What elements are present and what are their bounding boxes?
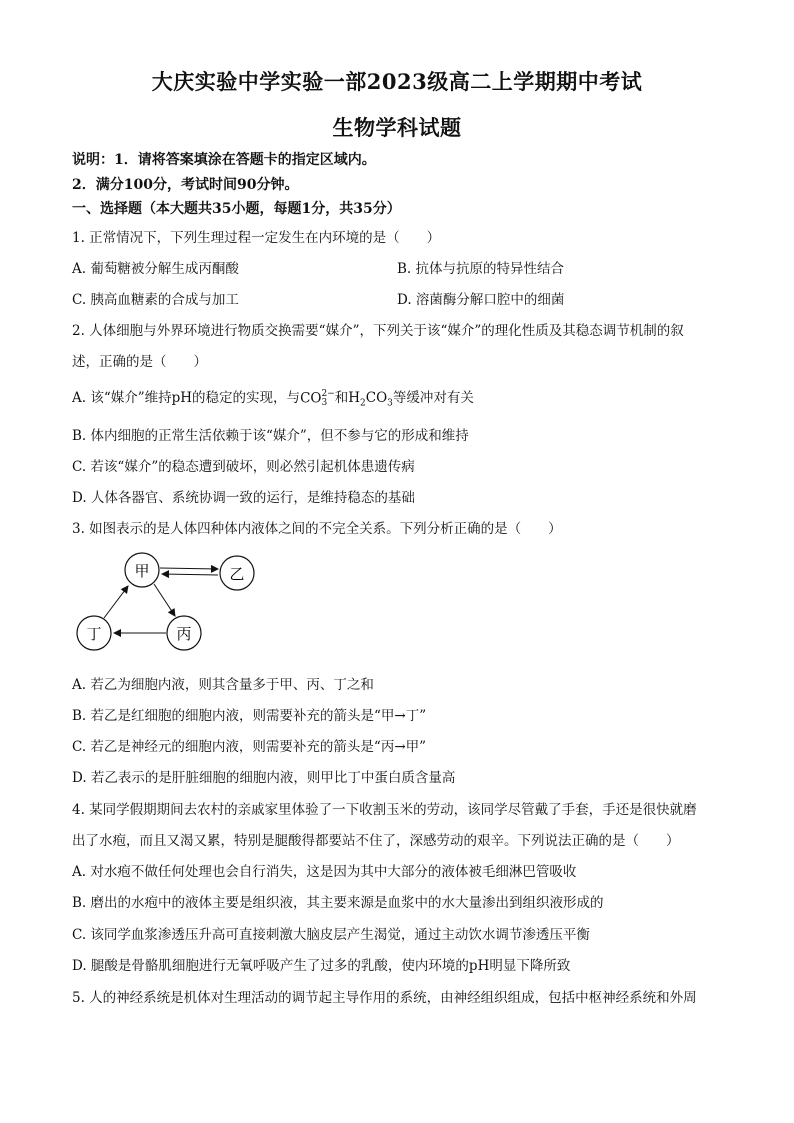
carbonic-acid-sub-o: 3 [387, 398, 393, 409]
q4-stem-line1: 4. 某同学假期期间去农村的亲戚家里体验了一下收割玉米的劳动，该同学尽管戴了手套，手还是很快就磨 [72, 802, 697, 818]
carbonate-co: CO [300, 390, 322, 406]
q2-option-a-and: 和 [334, 390, 349, 406]
q1-option-c: C. 胰高血糖素的合成与加工 [72, 292, 239, 308]
q2-stem-line2: 述，正确的是（ ） [72, 354, 207, 370]
node-yi-label: 乙 [229, 565, 245, 583]
q1-option-d: D. 溶菌酶分解口腔中的细菌 [397, 292, 565, 308]
q3-stem: 3. 如图表示的是人体四种体内液体之间的不完全关系。下列分析正确的是（ ） [72, 521, 562, 537]
q5-stem-line1: 5. 人的神经系统是机体对生理活动的调节起主导作用的系统，由神经组织组成，包括中枢神经系统和外周 [72, 990, 697, 1006]
q4-option-a: A. 对水疱不做任何处理也会自行消失，这是因为其中大部分的液体被毛细淋巴管吸收 [72, 864, 577, 880]
carbonic-acid-sub-h: 2 [360, 398, 366, 409]
carbonic-acid-formula [348, 390, 393, 409]
q3-option-d: D. 若乙表示的是肝脏细胞的细胞内液，则甲比丁中蛋白质含量高 [72, 770, 456, 786]
node-jia-label: 甲 [134, 562, 150, 580]
instruction-line-2: 2．满分100分，考试时间90分钟。 [72, 177, 299, 193]
section-heading: 一、选择题（本大题共35小题，每题1分，共35分） [72, 201, 401, 217]
q4-option-b: B. 磨出的水疱中的液体主要是组织液，其主要来源是血浆中的水大量渗出到组织液形成的 [72, 895, 604, 911]
carbonate-charge: 2− [321, 388, 335, 399]
arrow-yi-to-jia [162, 574, 218, 575]
q2-option-a [72, 386, 474, 409]
arrow-jia-to-yi [160, 568, 218, 569]
q4-option-c: C. 该同学血浆渗透压升高可直接刺激大脑皮层产生渴觉，通过主动饮水调节渗透压平衡 [72, 927, 590, 943]
exam-title: 大庆实验中学实验一部2023级高二上学期期中考试 [151, 69, 643, 94]
q3-option-b: B. 若乙是红细胞的细胞内液，则需要补充的箭头是“甲→丁” [72, 708, 427, 724]
arrow-jia-to-bing [154, 584, 175, 616]
q2-option-a-text-pre: A. 该“媒介”维持pH的稳定的实现，与 [72, 390, 301, 406]
arrow-ding-to-jia [104, 586, 128, 618]
q4-option-d: D. 腿酸是骨骼肌细胞进行无氧呼吸产生了过多的乳酸，使内环境的pH明显下降所致 [72, 958, 571, 974]
q2-stem-line1: 2. 人体细胞与外界环境进行物质交换需要“媒介”，下列关于该“媒介”的理化性质及其稳态调节机制的叙 [72, 323, 684, 339]
node-bing-label: 丙 [176, 625, 192, 643]
q2-option-c: C. 若该“媒介”的稳态遭到破坏，则必然引起机体患遗传病 [72, 459, 415, 475]
carbonic-acid-co: CO [365, 390, 388, 406]
carbonic-acid-h: H [348, 390, 361, 406]
body-fluid-diagram [72, 548, 272, 663]
q2-option-b: B. 体内细胞的正常生活依赖于该“媒介”，但不参与它的形成和维持 [72, 428, 469, 444]
carbonate-subscript: 3 [321, 397, 328, 408]
q2-option-a-text-post: 等缓冲对有关 [392, 390, 474, 406]
q1-option-a: A. 葡萄糖被分解生成丙酮酸 [72, 261, 239, 277]
q1-option-b: B. 抗体与抗原的特异性结合 [397, 261, 565, 277]
instruction-line-1: 说明：1．请将答案填涂在答题卡的指定区域内。 [72, 152, 376, 168]
q4-stem-line2: 出了水疱，而且又渴又累，特别是腿酸得都要站不住了，深感劳动的艰辛。下列说法正确的是（ ） [72, 833, 680, 849]
carbonate-formula [300, 390, 335, 408]
exam-subtitle: 生物学科试题 [332, 115, 462, 140]
node-ding-label: 丁 [86, 625, 102, 643]
q1-stem: 1. 正常情况下，下列生理过程一定发生在内环境的是（ ） [72, 230, 441, 246]
q2-option-d: D. 人体各器官、系统协调一致的运行，是维持稳态的基础 [72, 490, 415, 506]
q3-option-a: A. 若乙为细胞内液，则其含量多于甲、丙、丁之和 [72, 677, 374, 693]
q3-option-c: C. 若乙是神经元的细胞内液，则需要补充的箭头是“丙→甲” [72, 739, 427, 755]
